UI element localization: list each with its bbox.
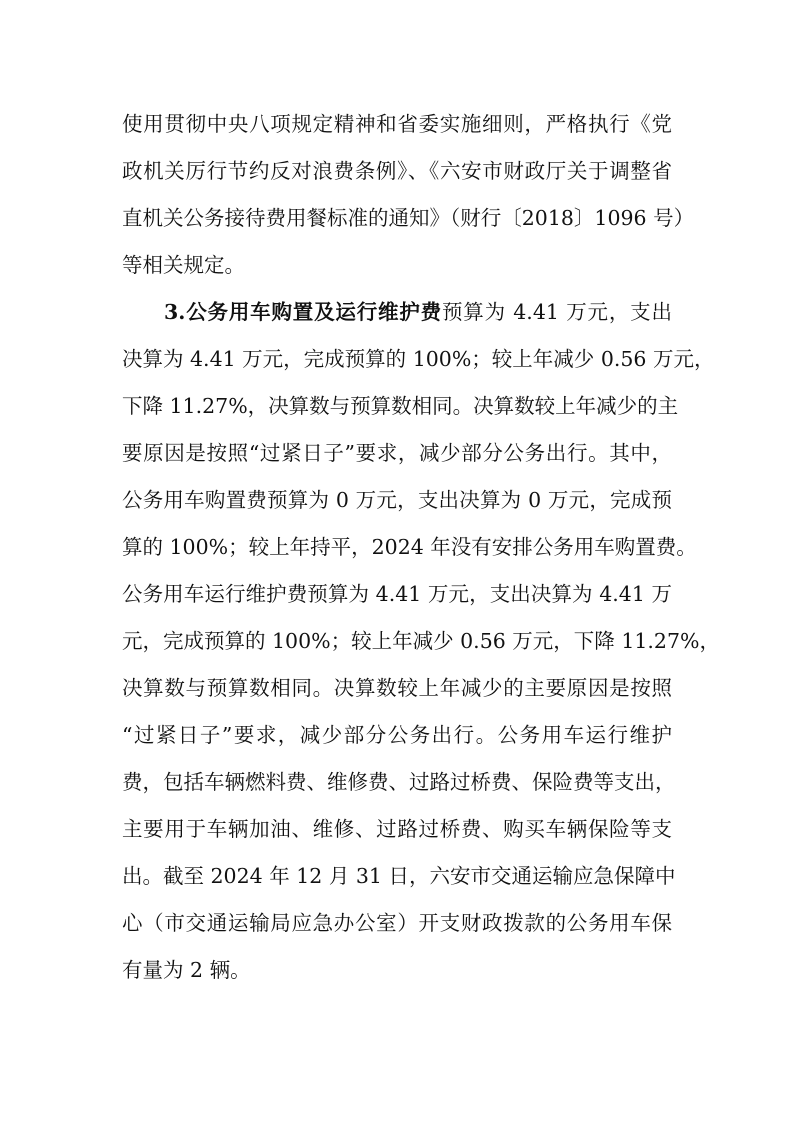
paragraph-2-line-3: 下降 11.27%，决算数与预算数相同。决算数较上年减少的主: [122, 394, 679, 418]
paragraph-1-line-1: 使用贯彻中央八项规定精神和省委实施细则，严格执行《党: [122, 112, 672, 136]
paragraph-2-line-5: 公务用车购置费预算为 0 万元，支出决算为 0 万元，完成预: [122, 488, 672, 512]
paragraph-2-line-1-rest: 预算为 4.41 万元，支出: [441, 300, 672, 324]
paragraph-2-line-15: 有量为 2 辆。: [122, 958, 251, 982]
paragraph-2-line-14: 心（市交通运输局应急办公室）开支财政拨款的公务用车保: [122, 911, 672, 935]
paragraph-2-line-9: 决算数与预算数相同。决算数较上年减少的主要原因是按照: [122, 676, 672, 700]
paragraph-2-line-4: 要原因是按照“过紧日子”要求，减少部分公务出行。其中，: [122, 441, 672, 465]
paragraph-2-line-7: 公务用车运行维护费预算为 4.41 万元，支出决算为 4.41 万: [122, 582, 672, 606]
paragraph-2-line-8: 元，完成预算的 100%；较上年减少 0.56 万元，下降 11.27%，: [122, 629, 720, 653]
paragraph-2-line-6: 算的 100%；较上年持平，2024 年没有安排公务用车购置费。: [122, 535, 697, 559]
section-heading: 3.公务用车购置及运行维护费: [164, 300, 442, 324]
paragraph-2-line-12: 主要用于车辆加油、维修、过路过桥费、购买车辆保险等支: [122, 817, 672, 841]
paragraph-2-line-1: [164, 299, 672, 325]
paragraph-2-line-13: 出。截至 2024 年 12 月 31 日，六安市交通运输应急保障中: [122, 864, 676, 888]
paragraph-1-line-2: 政机关厉行节约反对浪费条例》、《六安市财政厅关于调整省: [122, 159, 672, 183]
paragraph-2-line-11: 费，包括车辆燃料费、维修费、过路过桥费、保险费等支出，: [122, 770, 676, 794]
paragraph-1-line-3: 直机关公务接待费用餐标准的通知》（财行〔2018〕1096 号）: [122, 206, 695, 230]
paragraph-2-line-10: “过紧日子”要求，减少部分公务出行。公务用车运行维护: [122, 723, 672, 747]
paragraph-1-line-4: 等相关规定。: [122, 253, 245, 277]
paragraph-2-line-2: 决算为 4.41 万元，完成预算的 100%；较上年减少 0.56 万元，: [122, 347, 715, 371]
